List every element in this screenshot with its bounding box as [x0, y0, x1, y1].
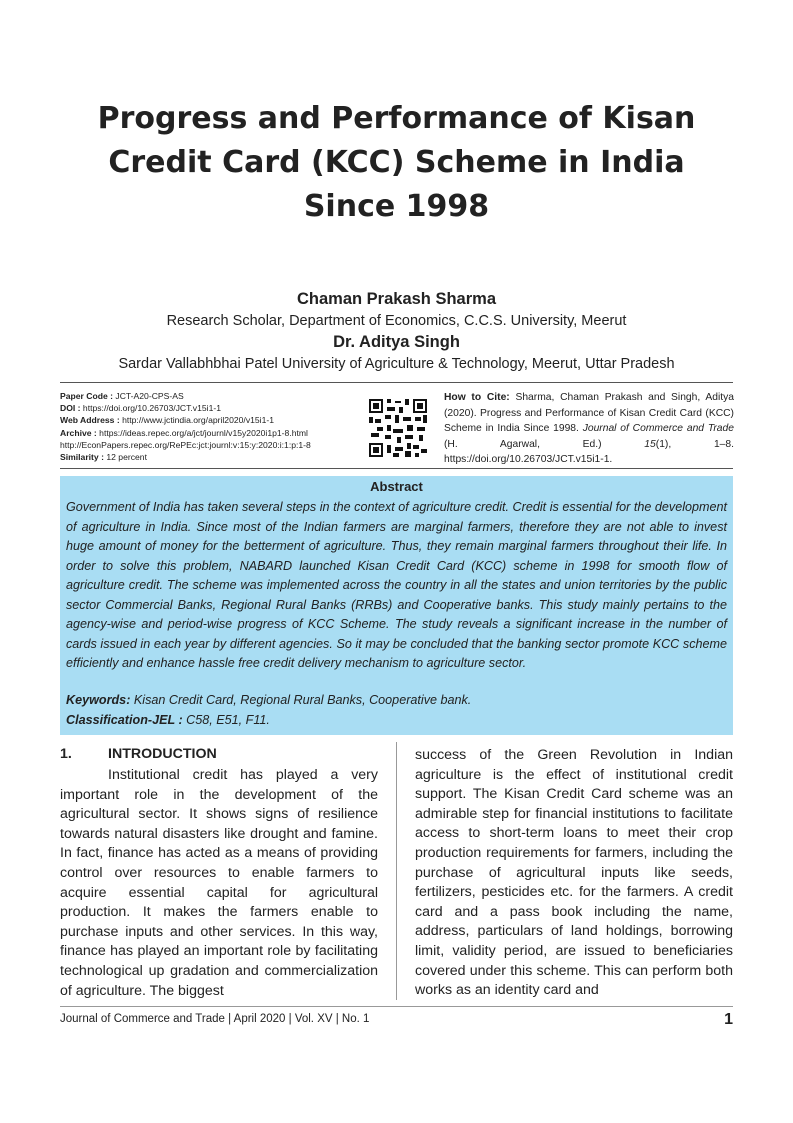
cite-journal: Journal of Commerce and Trade — [582, 423, 734, 434]
keywords — [66, 693, 727, 707]
section-heading — [60, 746, 217, 762]
cite-issue-pages[interactable]: (1), 1–8. https://doi.org/10.26703/JCT.v15i1-1. — [444, 438, 734, 465]
author-name: Dr. Aditya Singh — [333, 333, 460, 351]
jel-value: C58, E51, F11. — [186, 713, 270, 727]
meta-label: Similarity : — [60, 452, 104, 463]
archive-link-2[interactable]: http://EconPapers.repec.org/RePEc:jct:journl:v:15:y:2020:i:1:p:1-8 — [60, 439, 311, 450]
abstract-box — [60, 476, 733, 735]
paper-code: JCT-A20-CPS-AS — [115, 391, 184, 401]
paper-metadata — [60, 390, 360, 463]
author-2 — [0, 333, 793, 372]
section-title: INTRODUCTION — [108, 746, 217, 762]
column-divider — [396, 742, 397, 1000]
author-1 — [0, 290, 793, 329]
divider — [60, 468, 733, 469]
abstract-text: Government of India has taken several steps in the context of agriculture credit. Credit is essential for the development of agriculture in India. Since most of the Indian farmers are marginal farmers, therefore they are not able to invest huge amount of money for the betterment of agriculture. Thus, they remain marginal farmers throughout their life. In order to solve this problem, NABARD launched Kisan Credit Card (KCC) scheme in 1998 for smooth flow of agriculture credit. The scheme was implemented across the country in all the states and union territories by the public sector Commercial Banks, Regional Rural Banks (RRBs) and Cooperative banks. This study mainly pertains to the agency-wise and period-wise progress of KCC Scheme. The study reveals a significant increase in the number of cards issued in each year by different agencies. So it may be concluded that the banking sector promote KCC scheme efficiently and enhance hassle free credit delivery mechanism to agriculture sector. — [66, 500, 727, 670]
keywords-label: Keywords: — [66, 693, 131, 707]
page-number: 1 — [724, 1011, 733, 1028]
similarity-value: 12 percent — [106, 452, 147, 463]
abstract-heading: Abstract — [370, 479, 423, 494]
author-affiliation: Sardar Vallabhbhai Patel University of Agriculture & Technology, Meerut, Uttar Pradesh — [118, 356, 675, 372]
keywords-value: Kisan Credit Card, Regional Rural Banks, Cooperative bank. — [133, 693, 472, 707]
author-affiliation: Research Scholar, Department of Economics, C.C.S. University, Meerut — [166, 313, 627, 329]
archive-link[interactable]: https://ideas.repec.org/a/jct/journl/v15y2020i1p1-8.html — [99, 427, 308, 438]
meta-label: Paper Code : — [60, 391, 114, 401]
section-number: 1. — [60, 746, 72, 762]
cite-volume: 15 — [644, 438, 656, 450]
author-name: Chaman Prakash Sharma — [296, 290, 496, 308]
cite-label: How to Cite: — [444, 392, 510, 403]
meta-label: DOI : — [60, 403, 81, 414]
divider — [60, 382, 733, 383]
qr-code-icon — [369, 399, 427, 457]
doi-link[interactable]: https://doi.org/10.26703/JCT.v15i1-1 — [82, 403, 221, 414]
footer-divider — [60, 1006, 733, 1007]
meta-label: Archive : — [60, 427, 97, 438]
meta-label: Web Address : — [60, 415, 120, 426]
paper-title: Progress and Performance of Kisan Credit Card (KCC) Scheme in India Since 1998 — [97, 101, 696, 224]
cite-editor: (H. Agarwal, Ed.) — [444, 438, 602, 450]
jel-classification — [66, 713, 727, 727]
cite-text: Sharma, Chaman Prakash and Singh, Aditya (2020). Progress and Performance of Kisan Credit Card (KCC) Scheme in India Since 1998. — [444, 392, 734, 434]
jel-label: Classification-JEL : — [66, 713, 183, 727]
body-left-column: Institutional credit has played a very important role in the development of the agricultural sector. It shows signs of resilience towards natural disasters like drought and famine. In fact, finance has acted as a means of providing control over resources to enable farmers to acquire essential capital for agricultural production. It makes the farmers enable to purchase inputs and other services. In this way, finance has played an important role by facilitating technological up gradation and commercialization of agriculture. The biggest — [60, 767, 378, 999]
how-to-cite — [444, 390, 734, 468]
web-address-link[interactable]: http://www.jctindia.org/april2020/v15i1-1 — [122, 415, 274, 426]
footer-journal: Journal of Commerce and Trade | April 2020 | Vol. XV | No. 1 — [60, 1013, 370, 1025]
body-right-column: success of the Green Revolution in Indian agriculture is the effect of institutional credit support. The Kisan Credit Card scheme was an admirable step for financial institutions to facilitate access to short-term loans to meet their crop production requirements for farmers, including the purchase of agricultural inputs like seeds, fertilizers, pesticides etc. for the farmers. A credit card and a pass book including the name, address, particulars of land holdings, borrowing limit, validity period, are issued to beneficiaries covered under this scheme. This can perform both works as an identity card and — [415, 747, 733, 999]
